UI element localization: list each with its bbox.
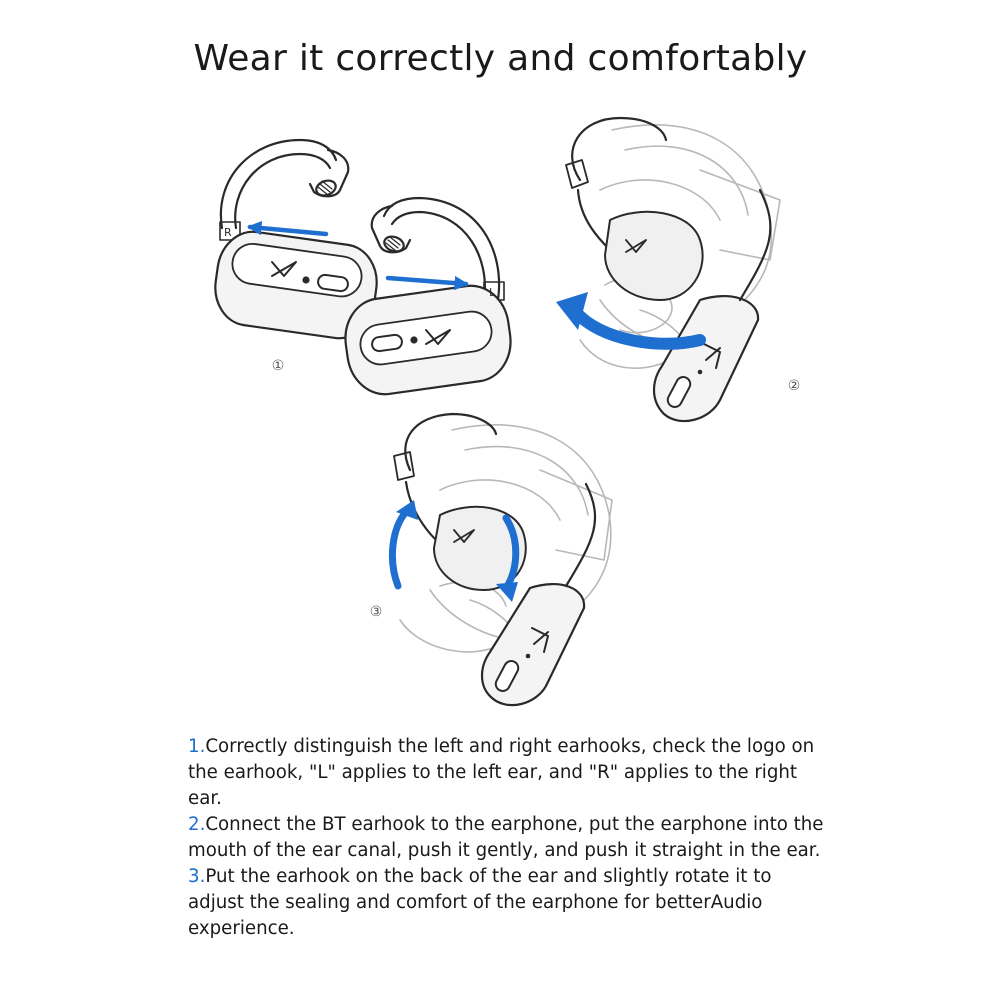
step-2-illustration (556, 118, 780, 421)
step-3-prefix: 3. (188, 866, 206, 887)
step-3-text: 3.Put the earhook on the back of the ear and slightly rotate it to adjust the sealing and comfort of the earphone for betterAudio experience. (188, 866, 772, 939)
step-3-number: ③ (369, 604, 383, 620)
step-3-illustration (392, 414, 612, 705)
step-1-prefix: 1. (188, 736, 206, 757)
step-1-number: ① (271, 358, 285, 374)
blue-arrow-right (388, 278, 466, 284)
instructions (188, 734, 828, 942)
step-2-prefix: 2. (188, 814, 206, 835)
step-2-number: ② (787, 378, 801, 394)
page-title: Wear it correctly and comfortably (193, 38, 808, 79)
right-label: R (224, 226, 232, 239)
step-1-illustration (210, 140, 516, 399)
step-1-text: 1.Correctly distinguish the left and right earhooks, check the logo on the earhook, "L" applies to the left ear, and "R" applies to the right ear. (188, 736, 815, 809)
blue-rotate-arrow-up (392, 512, 406, 586)
left-label: L (489, 286, 496, 299)
step-2-text: 2.Connect the BT earhook to the earphone, put the earphone into the mouth of the ear canal, push it gently, and push it straight in the ear. (188, 814, 824, 861)
blue-curved-arrow (576, 312, 700, 344)
